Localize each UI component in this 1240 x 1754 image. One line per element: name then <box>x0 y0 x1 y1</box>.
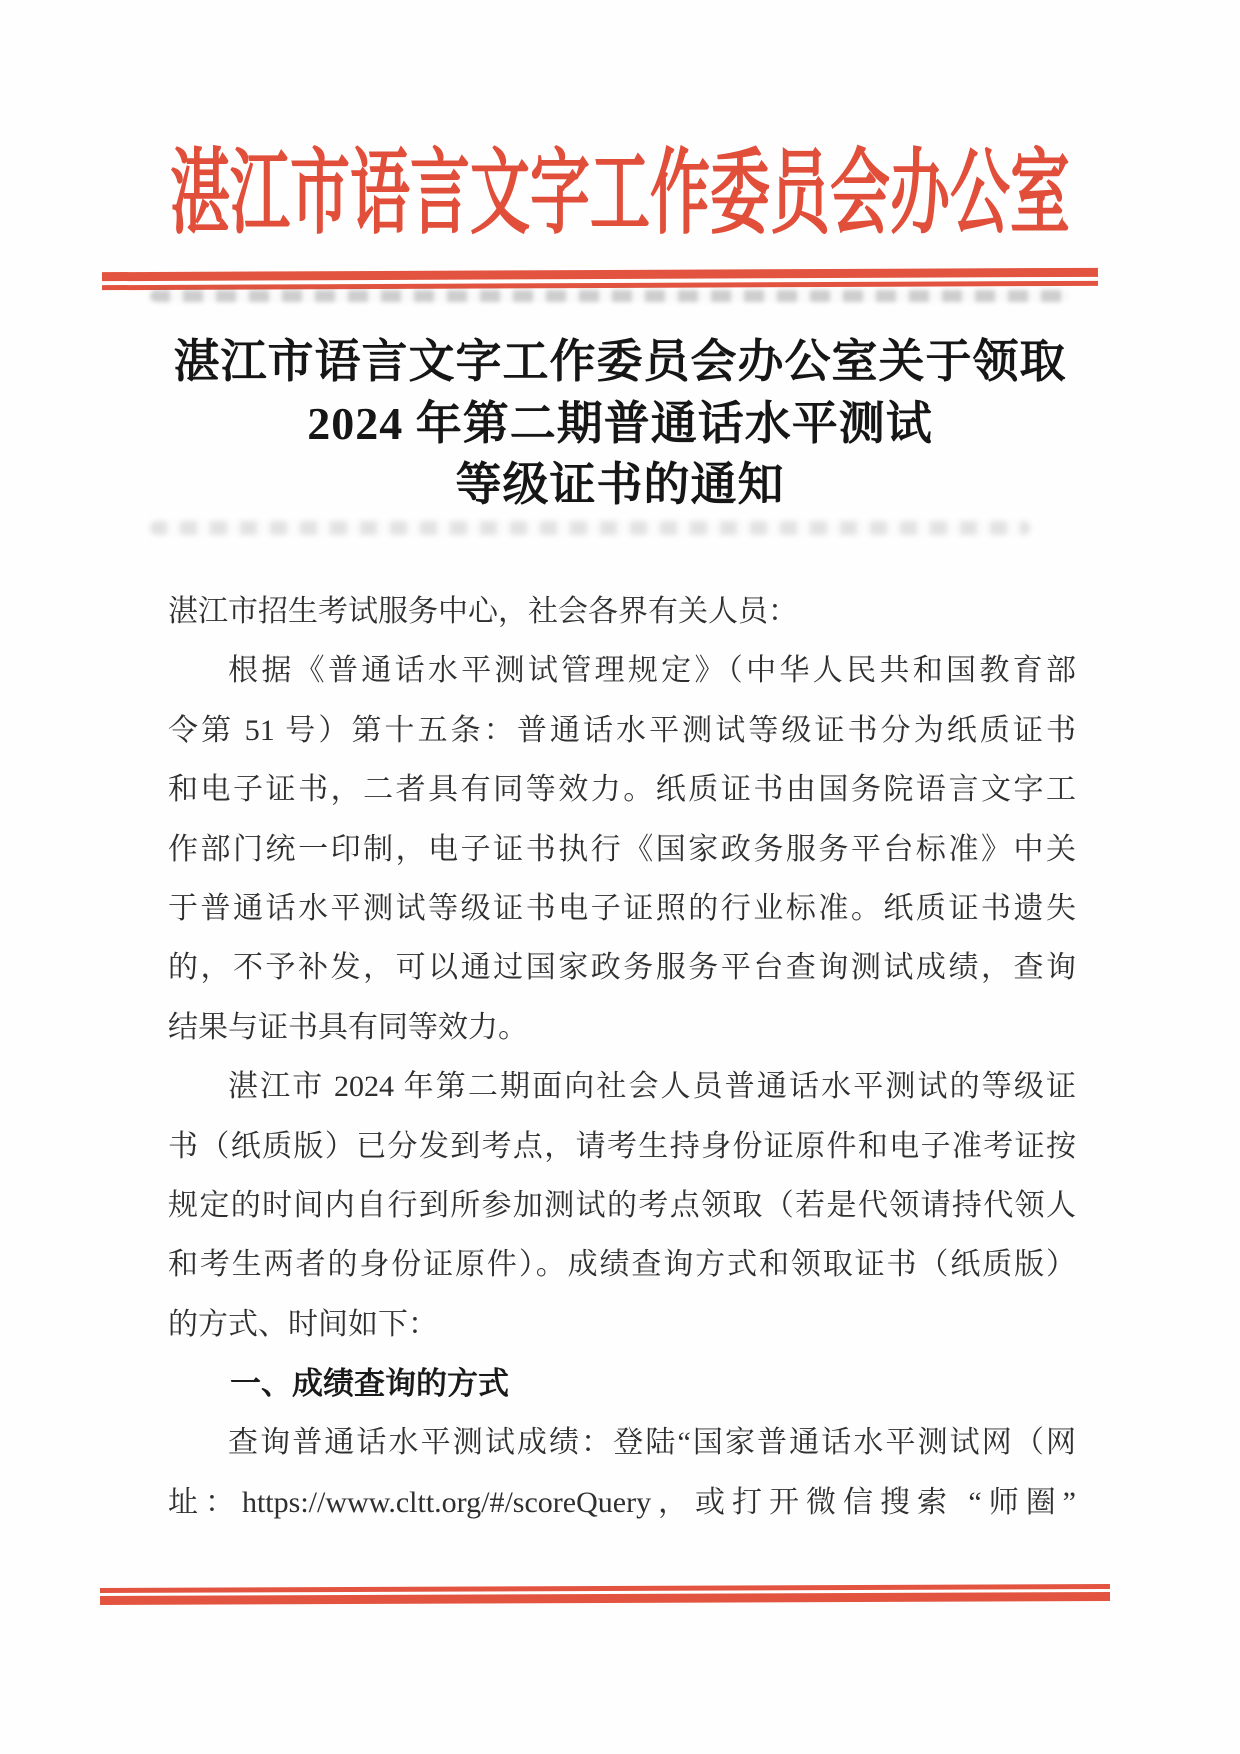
body-line: 根据《普通话水平测试管理规定》（中华人民共和国教育部 <box>228 654 1076 688</box>
body-line: 令第 51 号）第十五条：普通话水平测试等级证书分为纸质证书 <box>168 713 1076 747</box>
body-line: 和考生两者的身份证原件）。成绩查询方式和领取证书（纸质版） <box>168 1248 1076 1282</box>
letterhead-org-name: 湛江市语言文字工作委员会办公室 <box>170 142 1070 246</box>
body-line: 规定的时间内自行到所参加测试的考点领取（若是代领请持代领人 <box>168 1188 1076 1222</box>
notice-body <box>168 582 1076 1532</box>
body-line: 于普通话水平测试等级证书电子证照的行业标准。纸质证书遗失 <box>168 891 1076 925</box>
scan-artifact-band <box>150 521 1030 535</box>
body-line: 查询普通话水平测试成绩：登陆“国家普通话水平测试网（网 <box>228 1426 1076 1460</box>
footer-divider <box>100 1584 1110 1605</box>
salutation-line: 湛江市招生考试服务中心，社会各界有关人员： <box>168 595 798 628</box>
body-line: 结果与证书具有同等效力。 <box>168 1010 528 1044</box>
section-heading: 一、成绩查询的方式 <box>230 1366 509 1402</box>
body-line: 作部门统一印制，电子证书执行《国家政务服务平台标准》中关 <box>168 832 1076 866</box>
body-line: 书（纸质版）已分发到考点，请考生持身份证原件和电子准考证按 <box>168 1129 1076 1163</box>
body-line: 的，不予补发，可以通过国家政务服务平台查询测试成绩，查询 <box>168 951 1076 985</box>
notice-title-line: 2024 年第二期普通话水平测试 <box>307 397 933 449</box>
url-line: 址：https://www.cltt.org/#/scoreQuery，或打开微信搜索 “师圈” <box>168 1485 1076 1519</box>
body-line: 的方式、时间如下： <box>168 1307 438 1341</box>
body-line: 和电子证书，二者具有同等效力。纸质证书由国务院语言文字工 <box>168 773 1076 807</box>
body-line: 湛江市 2024 年第二期面向社会人员普通话水平测试的等级证 <box>228 1070 1076 1104</box>
notice-title <box>0 331 1240 516</box>
notice-title-line: 湛江市语言文字工作委员会办公室关于领取 <box>173 336 1067 387</box>
notice-title-line: 等级证书的通知 <box>455 459 785 510</box>
scan-artifact-band <box>150 290 1070 302</box>
letterhead-divider <box>102 268 1098 290</box>
